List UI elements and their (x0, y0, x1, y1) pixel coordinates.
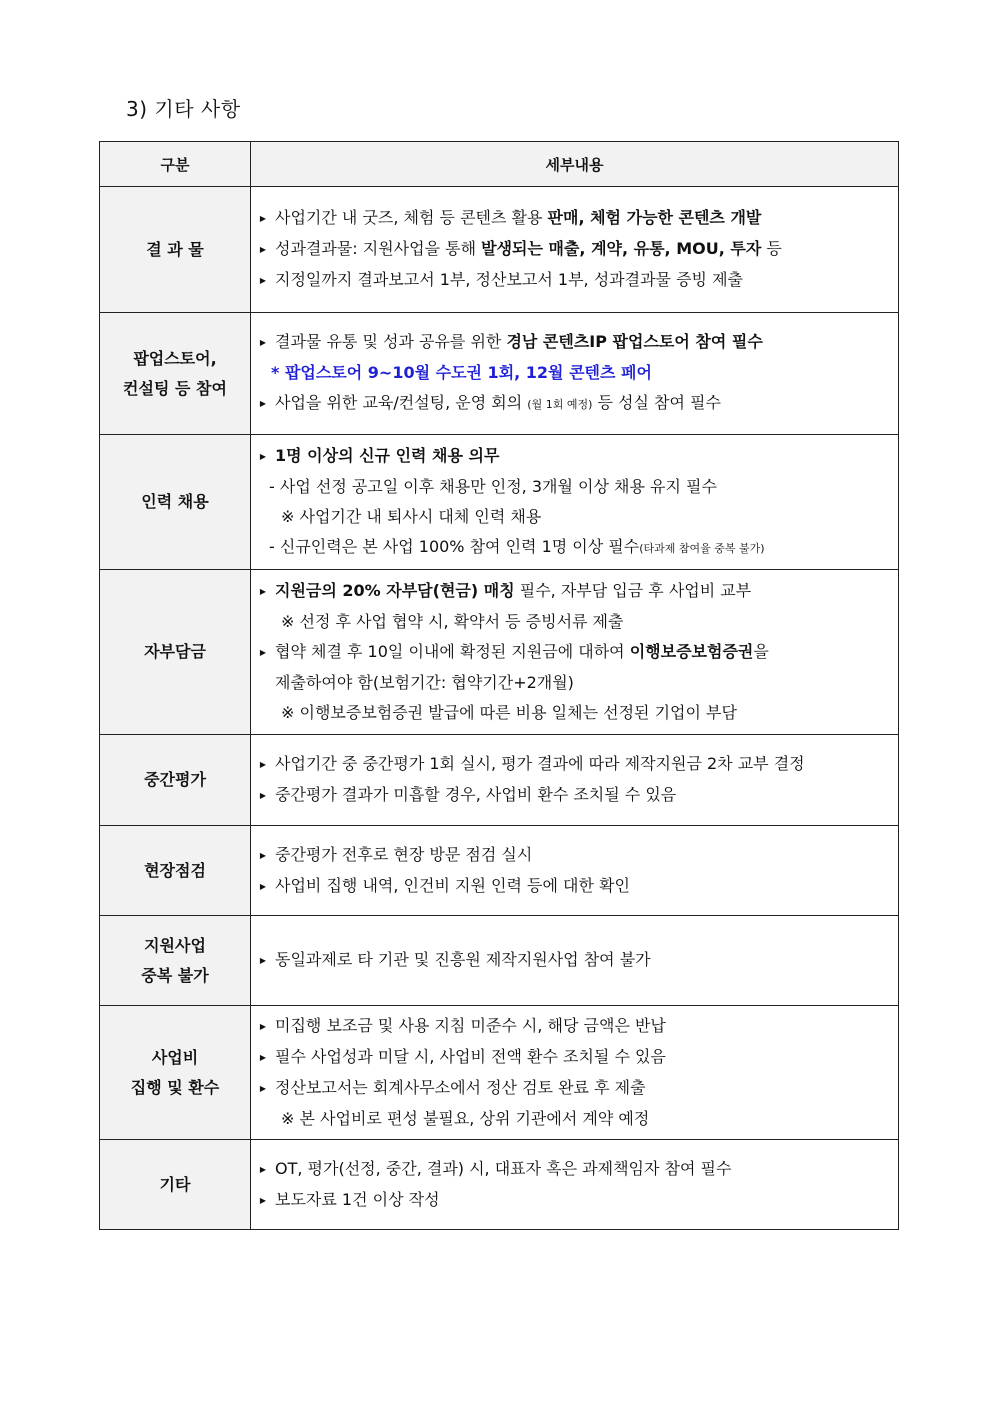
triangle-bullet-icon: ▶ (259, 587, 267, 596)
triangle-bullet-icon: ▶ (259, 276, 267, 285)
detail-line (259, 358, 892, 388)
detail-line (259, 1185, 892, 1216)
category-label: 현장점검 (144, 860, 206, 880)
category-label: 집행 및 환수 (130, 1077, 220, 1097)
detail-text-note: (월 1회 예정) (527, 398, 593, 411)
detail-text: 협약 체결 후 10일 이내에 확정된 지원금에 대하여 (275, 642, 630, 661)
category-label: 컨설팅 등 참여 (123, 378, 227, 398)
detail-text: 등 성실 참여 필수 (592, 393, 721, 412)
detail-text: ※ 선정 후 사업 협약 시, 확약서 등 증빙서류 제출 (281, 612, 624, 631)
row-details (251, 570, 899, 735)
detail-text: 사업기간 내 굿즈, 체험 등 콘텐츠 활용 (275, 208, 548, 227)
detail-text: 제출하여야 함(보험기간: 협약기간+2개월) (275, 673, 574, 692)
detail-text: 중간평가 전후로 현장 방문 점검 실시 (275, 844, 533, 864)
row-category (100, 570, 251, 735)
triangle-bullet-icon: ▶ (259, 1164, 267, 1174)
detail-line (259, 637, 892, 668)
detail-text: 보도자료 1건 이상 작성 (275, 1189, 440, 1209)
triangle-bullet-icon: ▶ (259, 1022, 267, 1031)
detail-line (259, 472, 892, 502)
row-category (100, 916, 251, 1006)
detail-text-bold: 판매, 체험 가능한 콘텐츠 개발 (547, 208, 762, 227)
triangle-bullet-icon: ▶ (259, 881, 267, 891)
row-category (100, 1140, 251, 1230)
info-table (99, 141, 899, 1230)
row-details (251, 826, 899, 916)
section-title: 3) 기타 사항 (126, 97, 241, 121)
table-row (100, 570, 899, 735)
detail-line (259, 840, 892, 871)
detail-line (259, 532, 892, 564)
triangle-bullet-icon: ▶ (259, 214, 267, 223)
detail-line (259, 1042, 892, 1073)
detail-text: 사업기간 중 중간평가 1회 실시, 평가 결과에 따라 제작지원금 2차 교부 결정 (275, 754, 805, 773)
header-details: 세부내용 (251, 142, 899, 187)
category-label: 기타 (159, 1174, 191, 1194)
triangle-bullet-icon: ▶ (259, 245, 267, 254)
triangle-bullet-icon: ▶ (259, 338, 267, 347)
triangle-bullet-icon: ▶ (259, 850, 267, 860)
detail-text-bold: 발생되는 매출, 계약, 유통, MOU, 투자 (481, 239, 762, 258)
table-row (100, 187, 899, 313)
triangle-bullet-icon: ▶ (259, 1195, 267, 1205)
detail-line (259, 698, 892, 728)
detail-line (259, 780, 892, 811)
detail-line (259, 576, 892, 607)
detail-text: 정산보고서는 회계사무소에서 정산 검토 완료 후 제출 (275, 1078, 646, 1097)
category-label: 지원사업 (144, 935, 206, 955)
detail-text: 사업을 위한 교육/컨설팅, 운영 회의 (275, 393, 528, 412)
row-details (251, 916, 899, 1006)
detail-text-bold: 1명 이상의 신규 인력 채용 의무 (275, 445, 500, 465)
category-label: 결 과 물 (146, 239, 204, 259)
detail-text-bold: 이행보증보험증권 (629, 642, 754, 661)
detail-line (259, 1011, 892, 1042)
category-label: 사업비 (151, 1047, 199, 1067)
header-category: 구분 (100, 142, 251, 187)
detail-line (259, 327, 892, 358)
triangle-bullet-icon: ▶ (259, 1084, 267, 1093)
category-label: 자부담금 (144, 642, 206, 661)
row-details (251, 435, 899, 570)
detail-text: 동일과제로 타 기관 및 진흥원 제작지원사업 참여 불가 (275, 950, 651, 969)
table-row (100, 1006, 899, 1140)
category-label: 팝업스토어, (133, 348, 217, 368)
detail-text: 결과물 유통 및 성과 공유를 위한 (275, 332, 507, 351)
detail-line (259, 749, 892, 780)
detail-text: 사업비 집행 내역, 인건비 지원 인력 등에 대한 확인 (275, 875, 630, 895)
row-details (251, 735, 899, 826)
detail-text: ※ 사업기간 내 퇴사시 대체 인력 채용 (281, 506, 542, 526)
triangle-bullet-icon: ▶ (259, 648, 267, 657)
detail-text: 중간평가 결과가 미흡할 경우, 사업비 환수 조치될 수 있음 (275, 785, 677, 804)
detail-text: 미집행 보조금 및 사용 지침 미준수 시, 해당 금액은 반납 (275, 1016, 666, 1035)
detail-text: 지정일까지 결과보고서 1부, 정산보고서 1부, 성과결과물 증빙 제출 (275, 270, 743, 289)
detail-line (259, 607, 892, 637)
table-row (100, 826, 899, 916)
detail-line (259, 234, 892, 265)
detail-text: 필수 사업성과 미달 시, 사업비 전액 환수 조치될 수 있음 (275, 1047, 666, 1066)
detail-text: 성과결과물: 지원사업을 통해 (275, 239, 482, 258)
category-label: 중간평가 (144, 770, 206, 789)
table-row (100, 916, 899, 1006)
row-category (100, 735, 251, 826)
category-label: 중복 불가 (141, 965, 209, 985)
table-row (100, 435, 899, 570)
detail-line (259, 502, 892, 532)
detail-line (259, 1154, 892, 1185)
detail-text: 을 (753, 642, 769, 661)
category-label: 인력 채용 (141, 492, 209, 511)
row-category (100, 435, 251, 570)
row-details (251, 1140, 899, 1230)
table-header-row (100, 142, 899, 187)
detail-text: OT, 평가(선정, 중간, 결과) 시, 대표자 혹은 과제책임자 참여 필수 (275, 1158, 732, 1178)
detail-text-bold: 지원금의 20% 자부담(현금) 매칭 (275, 581, 515, 600)
detail-text: ※ 이행보증보험증권 발급에 따른 비용 일체는 선정된 기업이 부담 (281, 703, 737, 722)
detail-text-bold: 경남 콘텐츠IP 팝업스토어 참여 필수 (506, 332, 763, 351)
detail-text: ※ 본 사업비로 편성 불필요, 상위 기관에서 계약 예정 (281, 1109, 650, 1128)
detail-text: 필수, 자부담 입금 후 사업비 교부 (514, 581, 752, 600)
detail-line (259, 1073, 892, 1104)
detail-line (259, 945, 892, 976)
triangle-bullet-icon: ▶ (259, 1053, 267, 1062)
row-category (100, 1006, 251, 1140)
detail-text-note: (타과제 참여율 중복 불가) (639, 541, 765, 555)
detail-line (259, 668, 892, 698)
table-row (100, 1140, 899, 1230)
row-category (100, 826, 251, 916)
detail-text: - 사업 선정 공고일 이후 채용만 인정, 3개월 이상 채용 유지 필수 (269, 476, 717, 496)
triangle-bullet-icon: ▶ (259, 760, 267, 769)
detail-line (259, 265, 892, 296)
triangle-bullet-icon: ▶ (259, 451, 267, 461)
row-details (251, 313, 899, 435)
detail-text: * 팝업스토어 9~10월 수도권 1회, 12월 콘텐츠 페어 (271, 363, 652, 382)
row-category (100, 313, 251, 435)
table-row (100, 313, 899, 435)
triangle-bullet-icon: ▶ (259, 399, 267, 408)
detail-text: 등 (761, 239, 782, 258)
detail-text: - 신규인력은 본 사업 100% 참여 인력 1명 이상 필수 (269, 536, 640, 556)
row-category (100, 187, 251, 313)
row-details (251, 187, 899, 313)
detail-line (259, 1104, 892, 1134)
detail-line (259, 388, 892, 420)
triangle-bullet-icon: ▶ (259, 791, 267, 800)
detail-line (259, 441, 892, 472)
detail-line (259, 203, 892, 234)
detail-line (259, 871, 892, 902)
triangle-bullet-icon: ▶ (259, 956, 267, 965)
table-row (100, 735, 899, 826)
table-body (100, 187, 899, 1230)
row-details (251, 1006, 899, 1140)
